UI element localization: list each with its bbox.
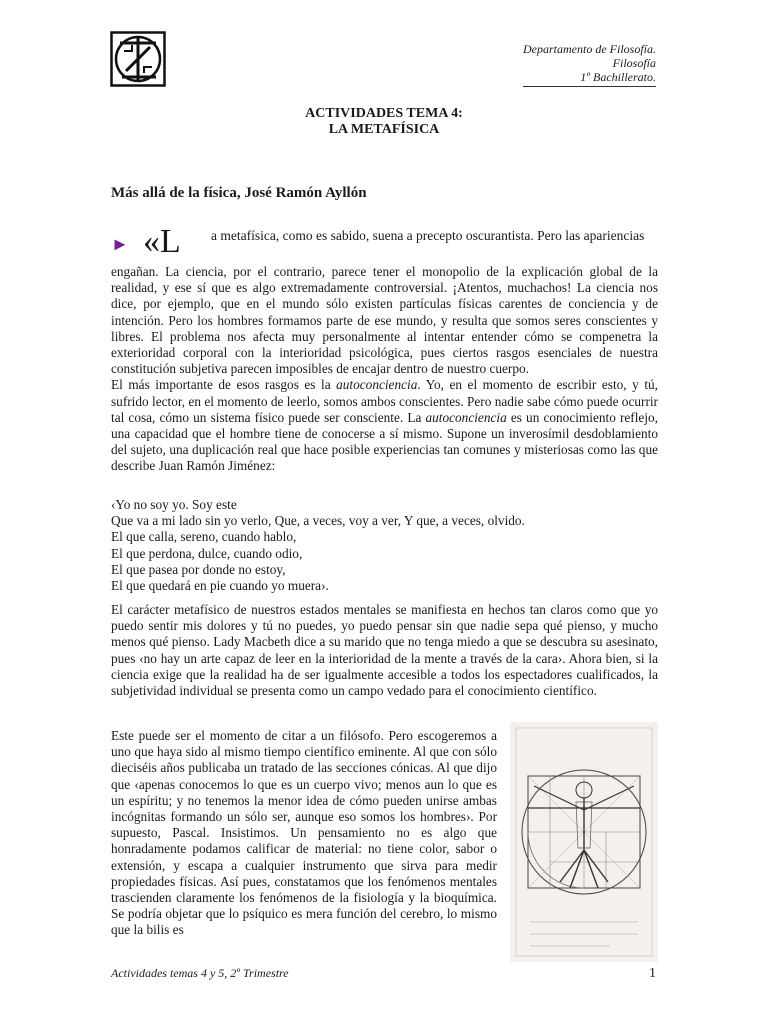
paragraph-2 bbox=[111, 377, 658, 474]
poem bbox=[111, 497, 658, 594]
poem-line: ‹Yo no soy yo. Soy este bbox=[111, 497, 237, 512]
paragraph-2-emphasis-1: autoconciencia bbox=[336, 377, 418, 393]
article-heading: Más allá de la física, José Ramón Ayllón bbox=[111, 185, 367, 201]
paragraph-2-text-b: . Yo, en el momento de escribir esto, y tú, sufrido lector, en el momento de leerlo, somos ambos conscientes. Pero nadie sabe cómo puede ocurrir tal cosa, cómo un sistema físico puede ser consciente. La bbox=[111, 377, 658, 425]
poem-line: El que pasea por donde no estoy, bbox=[111, 561, 286, 577]
department-logo bbox=[110, 31, 166, 87]
paragraph-3: El carácter metafísico de nuestros estados mentales se manifiesta en hechos tan claros como que yo puedo sentir mis dolores y tú no puedes, yo puedo pensar sin que nadie sepa qué pienso, y mucho menos qué pienso. Lady Macbeth dice a su marido que no tenga miedo a que se descubra su asesinato, pues ‹no hay un arte capaz de leer en la interioridad de la mente a través de la cara›. Ahora bien, si la ciencia exige que la realidad ha de ser igualmente accesible a todos los espectadores cualificados, la subjetividad individual se presenta como un campo vedado para el conocimiento científico. bbox=[111, 602, 658, 699]
page-number: 1 bbox=[649, 966, 656, 981]
play-arrow-icon: ► bbox=[111, 234, 129, 254]
vitruvian-man-illustration bbox=[510, 722, 658, 962]
course-name: 1º Bachillerato. bbox=[580, 70, 656, 84]
article-body-1 bbox=[111, 264, 658, 475]
paragraph-1: engañan. La ciencia, por el contrario, parece tener el monopolio de la explicación global de la realidad, y ese sí que es algo extremadamente controversial. ¡Atentos, muchachos! La ciencia nos dice, por ejemplo, que en el mundo sólo existen partículas físicas carentes de conciencia y de intención. Pero los hombres formamos parte de ese mundo, y resulta que somos seres conscientes y libres. El problema nos afecta muy personalmente al intentar entender cómo se compenetra la exterioridad corporal con la interioridad psicológica, pues ciertos rasgos esenciales de nuestra constitución subjetiva parecen imposibles de encajar dentro de nuestro cuerpo. bbox=[111, 264, 658, 377]
department-name: Departamento de Filosofía. bbox=[523, 42, 656, 56]
paragraph-4: Este puede ser el momento de citar a un filósofo. Pero escogeremos a uno que haya sido al mismo tiempo científico eminente. Al que con sólo dieciséis años publicaba un tratado de las secciones cónicas. Al que dijo que ‹apenas conocemos lo que es un cuerpo vivo; menos aun lo que es un espíritu; y no tenemos la menor idea de cómo pueden unirse ambas incógnitas formando un sólo ser, aunque eso somos los hombres›. Por supuesto, Pascal. Insistimos. Un pensamiento no es algo que honradamente podamos calificar de material: no tiene color, sabor o extensión, y escapa a cualquier instrumento que sirva para medir propiedades físicas. Así pues, constatamos que los fenómenos mentales trascienden claramente los fenómenos de la fisiología y la bioquímica. Se podría objetar que lo psíquico es mera función del cerebro, lo mismo que la bilis es bbox=[111, 728, 497, 938]
paragraph-2-text-a: El más importante de esos rasgos es la bbox=[111, 377, 337, 393]
poem-line: El que quedará en pie cuando yo muera›. bbox=[111, 578, 329, 594]
first-line: a metafísica, como es sabido, suena a precepto oscurantista. Pero las apariencias bbox=[211, 228, 645, 243]
title-line-2: LA METAFÍSICA bbox=[328, 122, 440, 137]
title-line-1: ACTIVIDADES TEMA 4: bbox=[305, 106, 463, 121]
page-title bbox=[0, 106, 768, 138]
dropcap: «L bbox=[143, 223, 181, 260]
paragraph-2-text-c: es un conocimiento reflejo, una capacidad que el hombre tiene de conocerse a sí mismo. Supone un inverosímil desdoblamiento del sujeto, una duplicación real que hace posible experiencias tan comunes y misteriosas como las que describe Juan Ramón Jiménez: bbox=[111, 409, 658, 474]
footer-text: Actividades temas 4 y 5, 2º Trimestre bbox=[111, 966, 289, 980]
poem-line: El que calla, sereno, cuando hablo, bbox=[111, 529, 297, 545]
subject-name: Filosofía bbox=[612, 56, 656, 70]
article-intro bbox=[111, 223, 658, 262]
document-header bbox=[523, 42, 656, 87]
poem-line: Que va a mi lado sin yo verlo, Que, a veces, voy a ver, Y que, a veces, olvido. bbox=[111, 513, 525, 529]
paragraph-2-emphasis-2: autoconciencia bbox=[425, 409, 507, 425]
poem-line: El que perdona, dulce, cuando odio, bbox=[111, 545, 303, 561]
